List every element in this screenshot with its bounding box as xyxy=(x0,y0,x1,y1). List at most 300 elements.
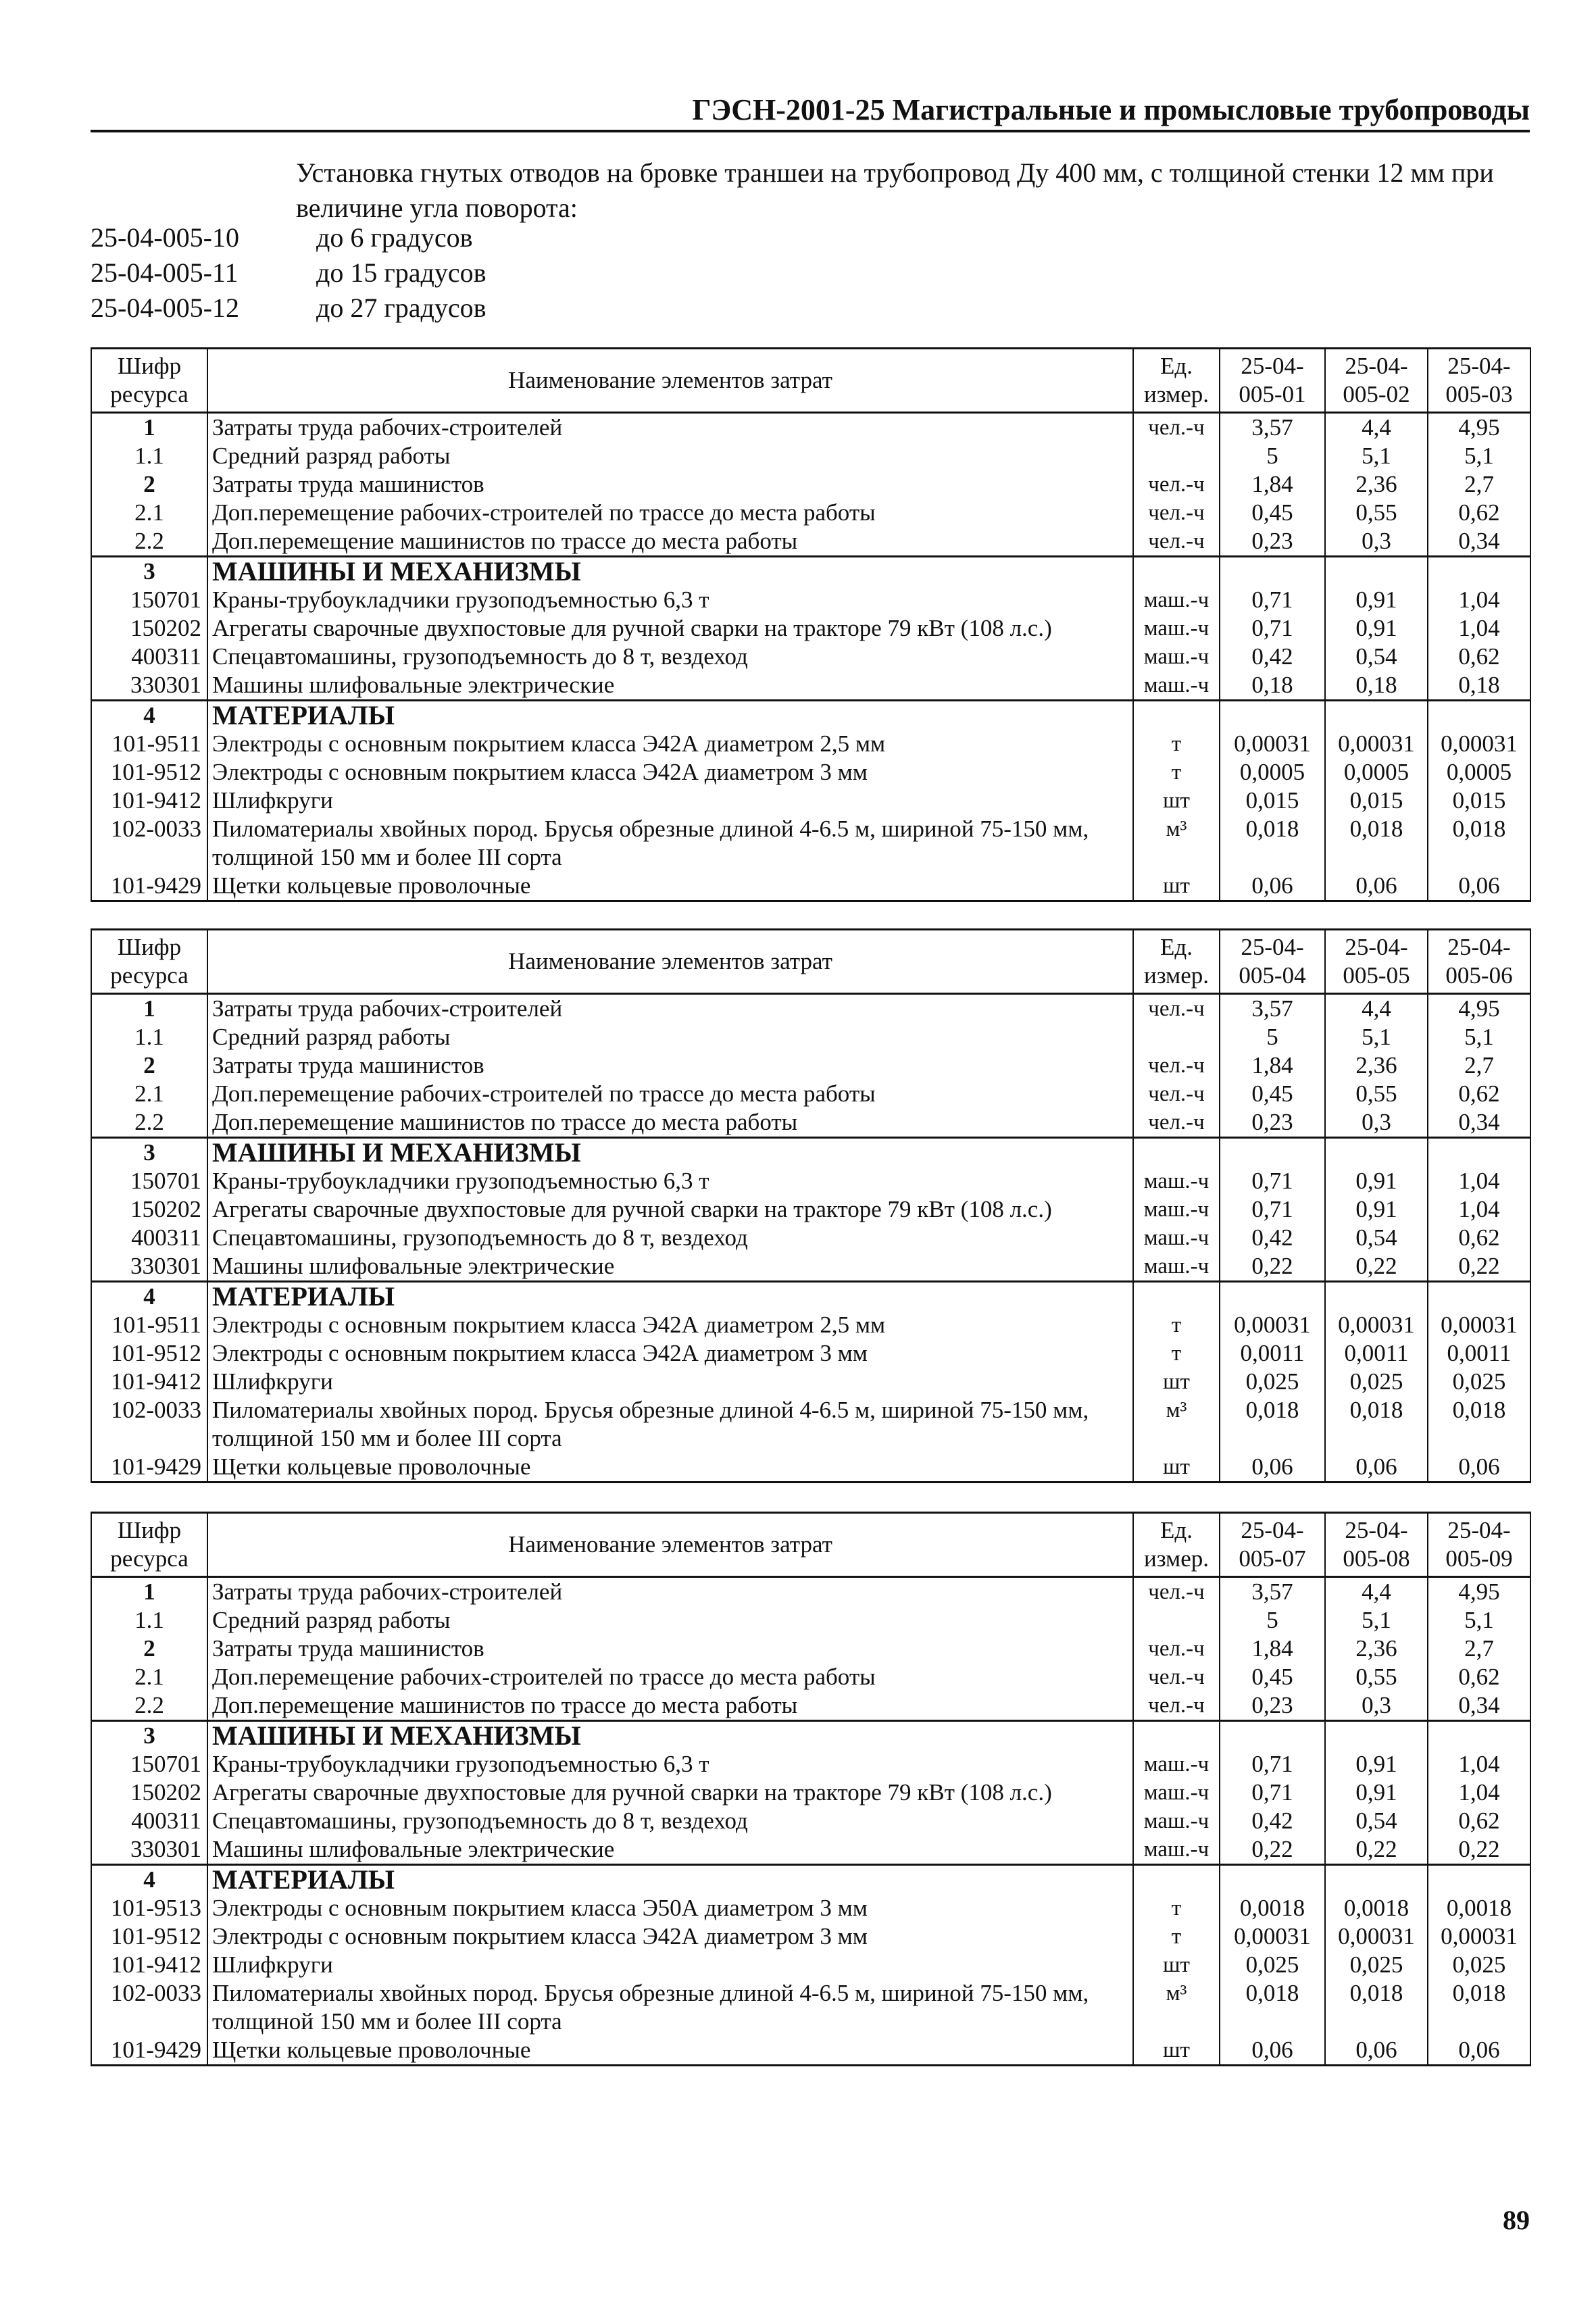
table-row xyxy=(91,1922,1530,1951)
resource-value: 0,62 xyxy=(1428,1080,1530,1108)
resource-name: Щетки кольцевые проволочные xyxy=(207,2036,1133,2066)
resource-name: Машины шлифовальные электрические xyxy=(207,671,1133,701)
resource-name: Доп.перемещение рабочих-строителей по трассе до места работы xyxy=(207,1663,1133,1691)
empty-cell xyxy=(1220,701,1325,730)
resource-unit: чел.-ч xyxy=(1133,499,1220,527)
resource-value: 0,3 xyxy=(1325,1691,1428,1721)
resource-value: 0,015 xyxy=(1325,787,1428,815)
table-row xyxy=(91,815,1530,872)
resource-code: 2 xyxy=(91,470,207,499)
resource-value: 2,7 xyxy=(1428,1051,1530,1080)
section-row xyxy=(91,1721,1530,1751)
resource-code: 101-9429 xyxy=(91,872,207,901)
table-row xyxy=(91,1691,1530,1721)
header-name: Наименование элементов затрат xyxy=(207,1513,1133,1577)
table-row xyxy=(91,1835,1530,1865)
resource-value: 0,34 xyxy=(1428,1691,1530,1721)
table-row xyxy=(91,586,1530,614)
table-row xyxy=(91,1979,1530,2036)
resource-name: Пиломатериалы хвойных пород. Брусья обрезные длиной 4-6.5 м, шириной 75-150 мм, толщиной 150 мм и более III сорта xyxy=(207,1979,1133,2036)
resource-unit: чел.-ч xyxy=(1133,1663,1220,1691)
table-row xyxy=(91,1453,1530,1483)
table-row xyxy=(91,758,1530,787)
resource-value: 0,3 xyxy=(1325,1108,1428,1138)
resource-value: 0,91 xyxy=(1325,1167,1428,1195)
empty-cell xyxy=(1220,557,1325,587)
empty-cell xyxy=(1220,1721,1325,1751)
table-row xyxy=(91,1368,1530,1396)
resource-unit: чел.-ч xyxy=(1133,527,1220,557)
resource-value: 0,23 xyxy=(1220,1691,1325,1721)
resource-unit xyxy=(1133,442,1220,470)
resource-code: 150202 xyxy=(91,614,207,643)
norm-label: до 15 градусов xyxy=(316,257,487,288)
resource-value: 0,0011 xyxy=(1220,1339,1325,1368)
resource-value: 0,025 xyxy=(1325,1368,1428,1396)
resource-name: Краны-трубоукладчики грузоподъемностью 6,3 т xyxy=(207,1750,1133,1778)
table-row xyxy=(91,1080,1530,1108)
resource-value: 0,025 xyxy=(1428,1368,1530,1396)
resource-name: Доп.перемещение машинистов по трассе до места работы xyxy=(207,527,1133,557)
resource-unit: маш.-ч xyxy=(1133,643,1220,671)
resource-name: Щетки кольцевые проволочные xyxy=(207,872,1133,901)
resource-name: Средний разряд работы xyxy=(207,1023,1133,1051)
resource-value: 0,22 xyxy=(1220,1835,1325,1865)
resource-unit: маш.-ч xyxy=(1133,1807,1220,1835)
resource-value: 0,34 xyxy=(1428,1108,1530,1138)
empty-cell xyxy=(1133,701,1220,730)
resource-unit: чел.-ч xyxy=(1133,1080,1220,1108)
resource-name: Затраты труда рабочих-строителей xyxy=(207,1577,1133,1607)
empty-cell xyxy=(1325,1721,1428,1751)
resource-unit xyxy=(1133,1606,1220,1635)
resource-value: 0,00031 xyxy=(1220,730,1325,758)
resource-value: 0,71 xyxy=(1220,1167,1325,1195)
resource-value: 0,06 xyxy=(1325,1453,1428,1483)
resource-value: 0,0018 xyxy=(1428,1894,1530,1922)
code-list xyxy=(91,220,487,326)
resource-unit: чел.-ч xyxy=(1133,1635,1220,1663)
empty-cell xyxy=(1428,1721,1530,1751)
resource-unit: шт xyxy=(1133,1951,1220,1979)
resource-value: 0,00031 xyxy=(1220,1311,1325,1339)
resource-code: 101-9511 xyxy=(91,730,207,758)
norm-label: до 6 градусов xyxy=(316,222,473,253)
resource-value: 0,0005 xyxy=(1428,758,1530,787)
table-row xyxy=(91,1195,1530,1224)
header-column-code: 25-04-005-02 xyxy=(1325,349,1428,413)
resource-name: Затраты труда рабочих-строителей xyxy=(207,413,1133,443)
resource-name: Электроды с основным покрытием класса Э50А диаметром 3 мм xyxy=(207,1894,1133,1922)
resource-value: 0,62 xyxy=(1428,1224,1530,1252)
empty-cell xyxy=(1325,1138,1428,1168)
resource-value: 0,22 xyxy=(1325,1835,1428,1865)
resource-value: 0,0018 xyxy=(1325,1894,1428,1922)
header-name: Наименование элементов затрат xyxy=(207,349,1133,413)
resource-unit: маш.-ч xyxy=(1133,586,1220,614)
section-row xyxy=(91,1865,1530,1895)
header-unit: Ед. измер. xyxy=(1133,930,1220,994)
resource-code: 101-9513 xyxy=(91,1894,207,1922)
empty-cell xyxy=(1428,1282,1530,1312)
resource-code: 101-9412 xyxy=(91,1368,207,1396)
table-row xyxy=(91,1778,1530,1807)
resource-name: Пиломатериалы хвойных пород. Брусья обрезные длиной 4-6.5 м, шириной 75-150 мм, толщиной 150 мм и более III сорта xyxy=(207,815,1133,872)
empty-cell xyxy=(1325,557,1428,587)
table-header-row xyxy=(91,349,1530,413)
resource-unit: шт xyxy=(1133,2036,1220,2066)
resource-value: 0,025 xyxy=(1428,1951,1530,1979)
header-column-code: 25-04-005-01 xyxy=(1220,349,1325,413)
resource-value: 5,1 xyxy=(1428,442,1530,470)
resource-value: 0,23 xyxy=(1220,1108,1325,1138)
resource-value: 0,71 xyxy=(1220,1750,1325,1778)
table-header-row xyxy=(91,930,1530,994)
resource-value: 0,018 xyxy=(1220,1979,1325,2036)
resource-value: 1,84 xyxy=(1220,1051,1325,1080)
resource-value: 2,7 xyxy=(1428,1635,1530,1663)
resource-code: 330301 xyxy=(91,1252,207,1282)
resource-value: 0,54 xyxy=(1325,643,1428,671)
resource-value: 0,00031 xyxy=(1428,730,1530,758)
resource-value: 5,1 xyxy=(1325,442,1428,470)
table-row xyxy=(91,527,1530,557)
resource-value: 2,36 xyxy=(1325,1635,1428,1663)
resource-unit: т xyxy=(1133,1339,1220,1368)
resource-value: 0,018 xyxy=(1220,815,1325,872)
resource-value: 5 xyxy=(1220,1023,1325,1051)
resource-name: Агрегаты сварочные двухпостовые для ручной сварки на тракторе 79 кВт (108 л.с.) xyxy=(207,1778,1133,1807)
resource-value: 0,62 xyxy=(1428,1663,1530,1691)
resource-value: 0,45 xyxy=(1220,1080,1325,1108)
resource-code: 1.1 xyxy=(91,442,207,470)
resource-value: 0,55 xyxy=(1325,1080,1428,1108)
resource-name: Затраты труда машинистов xyxy=(207,1051,1133,1080)
table-row xyxy=(91,1663,1530,1691)
resource-value: 1,04 xyxy=(1428,1750,1530,1778)
section-row xyxy=(91,557,1530,587)
code-list-item xyxy=(91,291,487,326)
resource-code: 1 xyxy=(91,1577,207,1607)
resource-code: 2.2 xyxy=(91,1691,207,1721)
resource-code: 1.1 xyxy=(91,1606,207,1635)
resource-unit: маш.-ч xyxy=(1133,1195,1220,1224)
resource-code: 330301 xyxy=(91,1835,207,1865)
resource-unit xyxy=(1133,1023,1220,1051)
resource-value: 4,4 xyxy=(1325,994,1428,1024)
empty-cell xyxy=(1220,1138,1325,1168)
header-column-code: 25-04-005-06 xyxy=(1428,930,1530,994)
header-column-code: 25-04-005-09 xyxy=(1428,1513,1530,1577)
header-code: Шифр ресурса xyxy=(91,1513,207,1577)
resource-name: Краны-трубоукладчики грузоподъемностью 6,3 т xyxy=(207,586,1133,614)
resource-value: 0,62 xyxy=(1428,643,1530,671)
resource-value: 0,018 xyxy=(1325,1396,1428,1453)
resource-value: 1,84 xyxy=(1220,1635,1325,1663)
resource-code: 2.2 xyxy=(91,527,207,557)
resource-unit: чел.-ч xyxy=(1133,1691,1220,1721)
resource-unit: маш.-ч xyxy=(1133,1750,1220,1778)
table-row xyxy=(91,442,1530,470)
resource-value: 0,3 xyxy=(1325,527,1428,557)
table-row xyxy=(91,413,1530,443)
resource-code: 150701 xyxy=(91,1750,207,1778)
resource-name: Затраты труда машинистов xyxy=(207,1635,1133,1663)
resource-value: 0,18 xyxy=(1220,671,1325,701)
resource-name: Доп.перемещение машинистов по трассе до места работы xyxy=(207,1108,1133,1138)
resource-value: 0,71 xyxy=(1220,1195,1325,1224)
resource-unit: маш.-ч xyxy=(1133,1778,1220,1807)
empty-cell xyxy=(1428,1138,1530,1168)
resource-code: 3 xyxy=(91,1138,207,1168)
table-row xyxy=(91,1252,1530,1282)
resource-value: 0,015 xyxy=(1428,787,1530,815)
resource-unit: м³ xyxy=(1133,1979,1220,2036)
table-row xyxy=(91,671,1530,701)
resource-code: 2.1 xyxy=(91,1663,207,1691)
resource-value: 0,55 xyxy=(1325,499,1428,527)
resource-unit: м³ xyxy=(1133,1396,1220,1453)
resource-name: Средний разряд работы xyxy=(207,442,1133,470)
resource-code: 1 xyxy=(91,994,207,1024)
code-list-item xyxy=(91,255,487,291)
resource-value: 0,015 xyxy=(1220,787,1325,815)
resource-name: Средний разряд работы xyxy=(207,1606,1133,1635)
table-row xyxy=(91,1577,1530,1607)
resource-code: 3 xyxy=(91,557,207,587)
resource-value: 0,18 xyxy=(1428,671,1530,701)
resource-value: 0,91 xyxy=(1325,614,1428,643)
resource-value: 5 xyxy=(1220,442,1325,470)
table-row xyxy=(91,470,1530,499)
resource-value: 0,0011 xyxy=(1428,1339,1530,1368)
resource-code: 4 xyxy=(91,701,207,730)
resource-value: 0,018 xyxy=(1325,815,1428,872)
table-row xyxy=(91,1807,1530,1835)
table-row xyxy=(91,1951,1530,1979)
resource-value: 3,57 xyxy=(1220,1577,1325,1607)
table-row xyxy=(91,1396,1530,1453)
header-column-code: 25-04-005-05 xyxy=(1325,930,1428,994)
resource-value: 0,42 xyxy=(1220,643,1325,671)
resource-unit: чел.-ч xyxy=(1133,413,1220,443)
empty-cell xyxy=(1133,1282,1220,1312)
resource-code: 2.1 xyxy=(91,1080,207,1108)
resource-value: 0,54 xyxy=(1325,1224,1428,1252)
resource-value: 3,57 xyxy=(1220,994,1325,1024)
table-row xyxy=(91,1750,1530,1778)
resource-code: 101-9412 xyxy=(91,1951,207,1979)
resource-value: 0,42 xyxy=(1220,1224,1325,1252)
resource-name: МАТЕРИАЛЫ xyxy=(207,701,1133,730)
resource-name: Щетки кольцевые проволочные xyxy=(207,1453,1133,1483)
resource-unit: шт xyxy=(1133,1368,1220,1396)
resource-name: Электроды с основным покрытием класса Э42А диаметром 2,5 мм xyxy=(207,1311,1133,1339)
resource-code: 2.2 xyxy=(91,1108,207,1138)
resource-unit: т xyxy=(1133,1922,1220,1951)
resource-value: 0,06 xyxy=(1220,872,1325,901)
empty-cell xyxy=(1220,1865,1325,1895)
resource-value: 0,22 xyxy=(1428,1835,1530,1865)
resource-value: 0,23 xyxy=(1220,527,1325,557)
resource-code: 4 xyxy=(91,1282,207,1312)
table-row xyxy=(91,1311,1530,1339)
resource-value: 1,04 xyxy=(1428,1195,1530,1224)
resource-value: 0,91 xyxy=(1325,1195,1428,1224)
resource-unit: маш.-ч xyxy=(1133,671,1220,701)
resource-value: 0,018 xyxy=(1428,1396,1530,1453)
table-row xyxy=(91,730,1530,758)
resource-value: 0,06 xyxy=(1428,872,1530,901)
resource-value: 3,57 xyxy=(1220,413,1325,443)
resource-name: Затраты труда рабочих-строителей xyxy=(207,994,1133,1024)
resource-value: 0,018 xyxy=(1325,1979,1428,2036)
resource-value: 2,36 xyxy=(1325,470,1428,499)
resource-code: 150202 xyxy=(91,1195,207,1224)
resource-name: Спецавтомашины, грузоподъемность до 8 т, вездеход xyxy=(207,1807,1133,1835)
norm-code: 25-04-005-11 xyxy=(91,257,239,288)
resource-value: 1,84 xyxy=(1220,470,1325,499)
resource-value: 2,36 xyxy=(1325,1051,1428,1080)
empty-cell xyxy=(1428,1865,1530,1895)
resource-unit: т xyxy=(1133,758,1220,787)
empty-cell xyxy=(1133,1138,1220,1168)
resource-value: 1,04 xyxy=(1428,586,1530,614)
resource-code: 1.1 xyxy=(91,1023,207,1051)
table-row xyxy=(91,872,1530,901)
resource-value: 0,06 xyxy=(1325,2036,1428,2066)
resource-name: Доп.перемещение рабочих-строителей по трассе до места работы xyxy=(207,499,1133,527)
resource-value: 4,95 xyxy=(1428,1577,1530,1607)
resource-value: 0,018 xyxy=(1220,1396,1325,1453)
empty-cell xyxy=(1325,701,1428,730)
header-name: Наименование элементов затрат xyxy=(207,930,1133,994)
resource-table-1 xyxy=(91,347,1531,902)
resource-value: 0,45 xyxy=(1220,1663,1325,1691)
resource-code: 330301 xyxy=(91,671,207,701)
resource-unit: маш.-ч xyxy=(1133,1252,1220,1282)
resource-value: 0,62 xyxy=(1428,1807,1530,1835)
resource-code: 2 xyxy=(91,1051,207,1080)
resource-value: 0,0005 xyxy=(1325,758,1428,787)
resource-value: 0,18 xyxy=(1325,671,1428,701)
resource-value: 0,025 xyxy=(1220,1951,1325,1979)
resource-value: 0,91 xyxy=(1325,1750,1428,1778)
empty-cell xyxy=(1133,557,1220,587)
resource-name: Электроды с основным покрытием класса Э42А диаметром 3 мм xyxy=(207,1922,1133,1951)
resource-value: 0,00031 xyxy=(1325,1311,1428,1339)
resource-value: 0,55 xyxy=(1325,1663,1428,1691)
table-row xyxy=(91,787,1530,815)
norm-label: до 27 градусов xyxy=(316,293,487,323)
resource-value: 0,06 xyxy=(1220,2036,1325,2066)
table-row xyxy=(91,1224,1530,1252)
resource-value: 0,45 xyxy=(1220,499,1325,527)
resource-name: МАШИНЫ И МЕХАНИЗМЫ xyxy=(207,1138,1133,1168)
section-row xyxy=(91,1138,1530,1168)
resource-name: Краны-трубоукладчики грузоподъемностью 6,3 т xyxy=(207,1167,1133,1195)
resource-value: 5,1 xyxy=(1428,1023,1530,1051)
norm-code: 25-04-005-10 xyxy=(91,222,239,253)
empty-cell xyxy=(1220,1282,1325,1312)
resource-unit: шт xyxy=(1133,872,1220,901)
resource-table-3 xyxy=(91,1512,1531,2066)
resource-value: 0,0018 xyxy=(1220,1894,1325,1922)
resource-value: 0,00031 xyxy=(1325,730,1428,758)
table-row xyxy=(91,1051,1530,1080)
resource-unit: т xyxy=(1133,730,1220,758)
resource-value: 0,00031 xyxy=(1220,1922,1325,1951)
resource-name: МАШИНЫ И МЕХАНИЗМЫ xyxy=(207,557,1133,587)
intro-text: Установка гнутых отводов на бровке траншеи на трубопровод Ду 400 мм, с толщиной стенки 12 мм при величине угла поворота: xyxy=(296,157,1494,223)
header-code: Шифр ресурса xyxy=(91,930,207,994)
resource-value: 0,71 xyxy=(1220,586,1325,614)
resource-value: 2,7 xyxy=(1428,470,1530,499)
page-header-title: ГЭСН-2001-25 Магистральные и промысловые трубопроводы xyxy=(692,93,1530,126)
resource-unit: маш.-ч xyxy=(1133,1167,1220,1195)
resource-code: 101-9412 xyxy=(91,787,207,815)
empty-cell xyxy=(1133,1721,1220,1751)
resource-value: 1,04 xyxy=(1428,614,1530,643)
resource-code: 2.1 xyxy=(91,499,207,527)
resource-unit: шт xyxy=(1133,1453,1220,1483)
page-number: 89 xyxy=(1503,2205,1530,2235)
resource-name: Затраты труда машинистов xyxy=(207,470,1133,499)
resource-value: 0,34 xyxy=(1428,527,1530,557)
resource-value: 0,00031 xyxy=(1428,1922,1530,1951)
resource-code: 101-9512 xyxy=(91,1922,207,1951)
resource-name: МАТЕРИАЛЫ xyxy=(207,1282,1133,1312)
resource-name: Машины шлифовальные электрические xyxy=(207,1252,1133,1282)
resource-value: 4,95 xyxy=(1428,413,1530,443)
resource-value: 0,018 xyxy=(1428,815,1530,872)
table-row xyxy=(91,2036,1530,2066)
resource-value: 0,0011 xyxy=(1325,1339,1428,1368)
resource-value: 5 xyxy=(1220,1606,1325,1635)
resource-value: 0,018 xyxy=(1428,1979,1530,2036)
header-code: Шифр ресурса xyxy=(91,349,207,413)
resource-name: Агрегаты сварочные двухпостовые для ручной сварки на тракторе 79 кВт (108 л.с.) xyxy=(207,1195,1133,1224)
resource-name: Шлифкруги xyxy=(207,787,1133,815)
empty-cell xyxy=(1325,1282,1428,1312)
resource-unit: чел.-ч xyxy=(1133,1051,1220,1080)
table-row xyxy=(91,1339,1530,1368)
resource-name: Спецавтомашины, грузоподъемность до 8 т, вездеход xyxy=(207,1224,1133,1252)
resource-unit: т xyxy=(1133,1894,1220,1922)
resource-value: 5,1 xyxy=(1325,1606,1428,1635)
resource-code: 102-0033 xyxy=(91,1979,207,2036)
resource-value: 0,91 xyxy=(1325,586,1428,614)
resource-code: 102-0033 xyxy=(91,815,207,872)
resource-name: Агрегаты сварочные двухпостовые для ручной сварки на тракторе 79 кВт (108 л.с.) xyxy=(207,614,1133,643)
resource-code: 400311 xyxy=(91,643,207,671)
table-row xyxy=(91,499,1530,527)
resource-unit: чел.-ч xyxy=(1133,994,1220,1024)
resource-value: 0,42 xyxy=(1220,1807,1325,1835)
resource-value: 0,91 xyxy=(1325,1778,1428,1807)
resource-code: 101-9511 xyxy=(91,1311,207,1339)
resource-code: 150701 xyxy=(91,1167,207,1195)
resource-name: Доп.перемещение машинистов по трассе до места работы xyxy=(207,1691,1133,1721)
resource-code: 3 xyxy=(91,1721,207,1751)
resource-value: 0,00031 xyxy=(1325,1922,1428,1951)
empty-cell xyxy=(1428,557,1530,587)
table-header-row xyxy=(91,1513,1530,1577)
resource-value: 0,025 xyxy=(1325,1951,1428,1979)
resource-name: Электроды с основным покрытием класса Э42А диаметром 3 мм xyxy=(207,1339,1133,1368)
resource-unit: маш.-ч xyxy=(1133,614,1220,643)
resource-value: 0,71 xyxy=(1220,1778,1325,1807)
